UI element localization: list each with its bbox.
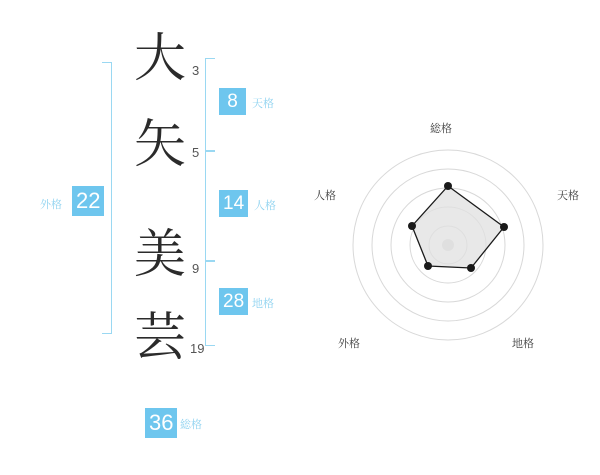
jinkaku-score-label: 人格 [254,200,276,212]
name-char-4-strokes: 19 [190,341,205,356]
name-char-1-strokes: 3 [192,63,200,78]
chikaku-score-chip: 28 [219,288,248,315]
tenkaku-score-chip: 8 [219,88,246,115]
radar-axis-label-soukaku: 総格 [430,123,452,135]
radar-series [408,182,508,272]
jinkaku-bracket [205,150,215,262]
radar-chart [300,0,600,470]
outer-score-label: 外格 [40,199,62,211]
jinkaku-score-chip: 14 [219,190,248,217]
name-char-3: 美 [133,227,186,284]
name-char-3-strokes: 9 [192,261,200,276]
outer-score-chip: 22 [72,186,104,216]
tenkaku-score-label: 天格 [252,98,274,110]
soukaku-score-label: 総格 [180,419,202,431]
radar-axis-label-gaikaku: 外格 [338,338,360,350]
radar-axis-label-chikaku: 地格 [512,338,534,350]
chikaku-score-label: 地格 [252,298,274,310]
chikaku-bracket [205,260,215,346]
name-char-4: 芸 [133,310,186,367]
radar-axis-label-tenkaku: 天格 [557,190,579,202]
radar-axis-label-jinkaku: 人格 [314,190,336,202]
name-char-2: 矢 [133,117,186,174]
name-char-2-strokes: 5 [192,145,200,160]
name-stroke-panel [0,0,300,470]
name-char-1: 大 [133,31,186,88]
radar-chart-svg [300,0,600,470]
soukaku-score-chip: 36 [145,408,177,438]
tenkaku-bracket [205,58,215,152]
